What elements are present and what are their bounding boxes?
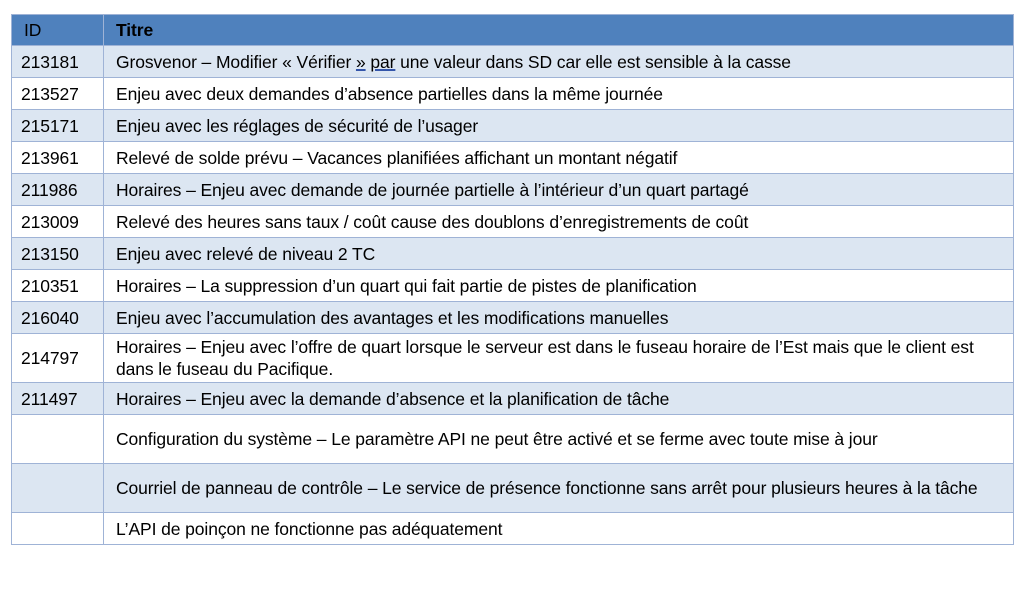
title-text: Grosvenor – Modifier « Vérifier <box>116 51 356 72</box>
row-id: 211497 <box>12 383 104 415</box>
header-title: Titre <box>104 15 1014 46</box>
table-row <box>12 78 1014 110</box>
row-title: Relevé des heures sans taux / coût cause des doublons d’enregistrements de coût <box>104 206 1014 238</box>
row-id: 215171 <box>12 110 104 142</box>
table-row <box>12 302 1014 334</box>
table-row <box>12 46 1014 78</box>
table-row <box>12 110 1014 142</box>
row-id: 213009 <box>12 206 104 238</box>
underlined-text: » <box>355 51 366 72</box>
row-id: 213527 <box>12 78 104 110</box>
issues-table <box>11 14 1014 545</box>
row-title: Horaires – Enjeu avec la demande d’absence et la planification de tâche <box>104 383 1014 415</box>
row-title: Enjeu avec l’accumulation des avantages et les modifications manuelles <box>104 302 1014 334</box>
row-title: Relevé de solde prévu – Vacances planifiées affichant un montant négatif <box>104 142 1014 174</box>
row-id: 210351 <box>12 270 104 302</box>
table-row <box>12 334 1014 383</box>
table-row <box>12 142 1014 174</box>
row-title: Courriel de panneau de contrôle – Le service de présence fonctionne sans arrêt pour plusieurs heures à la tâche <box>104 464 1014 513</box>
header-row <box>12 15 1014 46</box>
title-text: une valeur dans SD car elle est sensible à la casse <box>395 51 791 72</box>
row-id <box>12 415 104 464</box>
row-title: L’API de poinçon ne fonctionne pas adéquatement <box>104 513 1014 545</box>
row-title: Horaires – Enjeu avec demande de journée partielle à l’intérieur d’un quart partagé <box>104 174 1014 206</box>
row-id <box>12 464 104 513</box>
row-id: 214797 <box>12 334 104 383</box>
table-row <box>12 513 1014 545</box>
row-title: Enjeu avec deux demandes d’absence partielles dans la même journée <box>104 78 1014 110</box>
table-row <box>12 206 1014 238</box>
row-title: Configuration du système – Le paramètre API ne peut être activé et se ferme avec toute mise à jour <box>104 415 1014 464</box>
row-id <box>12 513 104 545</box>
table-row <box>12 383 1014 415</box>
row-title: Enjeu avec les réglages de sécurité de l’usager <box>104 110 1014 142</box>
row-id: 213150 <box>12 238 104 270</box>
row-title: Horaires – La suppression d’un quart qui fait partie de pistes de planification <box>104 270 1014 302</box>
table-row <box>12 270 1014 302</box>
row-title: Horaires – Enjeu avec l’offre de quart lorsque le serveur est dans le fuseau horaire de l’Est mais que le client est dans le fuseau du Pacifique. <box>104 334 1014 383</box>
table-row <box>12 174 1014 206</box>
row-id: 213961 <box>12 142 104 174</box>
table-row <box>12 464 1014 513</box>
row-title: Enjeu avec relevé de niveau 2 TC <box>104 238 1014 270</box>
table-row <box>12 415 1014 464</box>
issues-table-container <box>11 14 1013 545</box>
row-title <box>104 46 1014 78</box>
underlined-text: par <box>370 51 396 72</box>
header-id: ID <box>12 15 104 46</box>
row-id: 211986 <box>12 174 104 206</box>
row-id: 213181 <box>12 46 104 78</box>
row-id: 216040 <box>12 302 104 334</box>
table-row <box>12 238 1014 270</box>
